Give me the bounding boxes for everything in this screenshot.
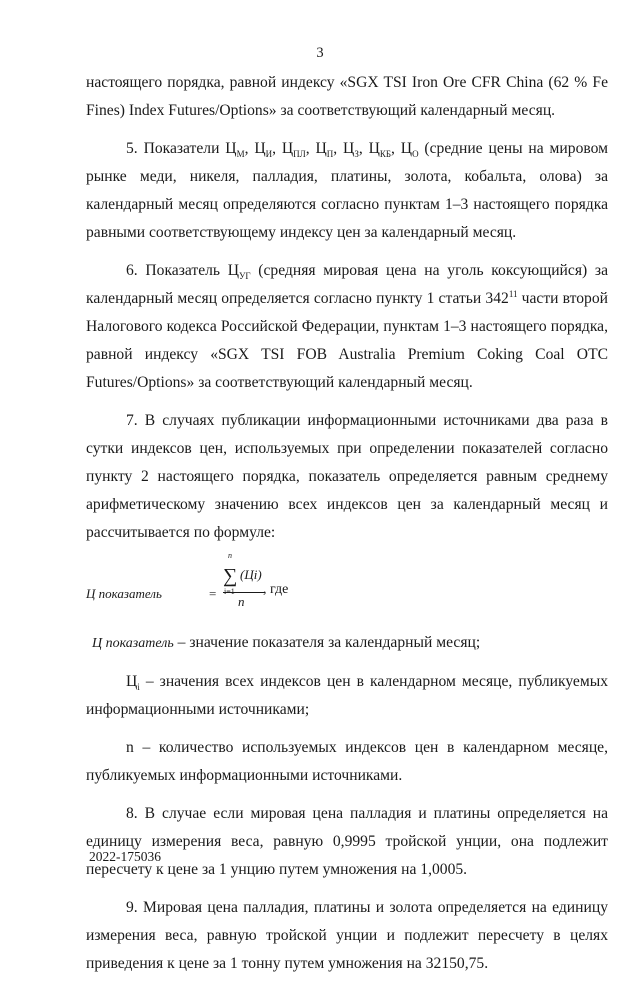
document-code: 2022-175036	[89, 849, 161, 864]
formula	[86, 551, 608, 623]
page-number: 3	[316, 45, 324, 61]
paragraph-5-text: (средние цены на мировом рынке меди, никеля, палладия, платины, золота, кобальта, олова) за календарный месяц определяются согласно пунктам 1–3 настоящего порядка равными соответствующему индексу цен за календарный месяц.	[86, 140, 608, 241]
paragraph-6-text: (средняя мировая цена на уголь коксующийся) за календарный месяц определяется согласно пункту 1 статьи 342	[86, 262, 608, 307]
definition-term: Ц показатель	[92, 636, 174, 651]
index-sub: И	[265, 149, 273, 160]
formula-equals: =	[209, 586, 217, 601]
sigma-icon: ∑	[223, 565, 238, 587]
paragraph-6-tail: части второй Налогового кодекса Российской Федерации, пунктам 1–3 настоящего порядка, равной индексу «SGX TSI FOB Australia Premium Coking Coal OTC Futures/Options» за соответствующий календарный месяц.	[86, 290, 608, 391]
paragraph-9: 9. Мировая цена палладия, платины и золота определяется на единицу измерения веса, равную тройской унции и подлежит пересчету в целях приведения к цене за 1 тонну путем умножения на 32150,75.	[86, 899, 608, 972]
formula-denominator: n	[238, 594, 245, 609]
article-sup: 11	[508, 288, 518, 299]
definition-text: – значение показателя за календарный месяц;	[173, 634, 481, 651]
sum-upper-limit: n	[228, 551, 232, 560]
sum-argument: (Цi)	[240, 567, 262, 582]
definition-index	[86, 668, 608, 724]
paragraph-6	[86, 257, 608, 397]
index-sub: ПЛ	[293, 149, 306, 160]
sum-lower-limit: i=1	[224, 587, 235, 596]
paragraph-5-lead: 5. Показатели Ц	[126, 140, 237, 157]
definition-count: n – количество используемых индексов цен в календарном месяце, публикуемых информационными источниками.	[86, 739, 608, 784]
index-sub: П	[326, 149, 334, 160]
formula-where: , где	[263, 582, 289, 597]
definition-term: Ц	[126, 673, 138, 690]
document-body	[86, 69, 608, 988]
paragraph-continuation: настоящего порядка, равной индексу «SGX TSI Iron Ore CFR China (62 % Fe Fines) Index Futures/Options» за соответствующий календарный месяц.	[86, 74, 608, 119]
paragraph-7: 7. В случаях публикации информационными источниками два раза в сутки индексов цен, используемых при определении показателей согласно пункту 2 настоящего порядка, показатель определяется равным среднему арифметическому значению всех индексов цен за календарный месяц и рассчитывается по формуле:	[86, 412, 608, 541]
formula-lhs: Ц показатель	[86, 586, 162, 601]
paragraph-6-lead: 6. Показатель Ц	[126, 262, 240, 279]
index-sub: О	[412, 149, 419, 160]
paragraph-5: 5. Показатели $Ц_М$, $Ц_И$, $Ц_{ПЛ}$, $Ц_П$, $Ц_З$, $Ц_{КБ}$, $Ц_О$ (средние цены на мировом рынке меди, никеля, палладия, платины, золота, кобальта, олова) за календарный месяц определяются согласно пунктам 1–3 настоящего порядка равными соответствующему индексу цен за календарный месяц.	[86, 140, 608, 241]
index-sub: М	[236, 149, 245, 160]
index-sub: З	[354, 149, 359, 160]
definition-indicator	[86, 629, 608, 658]
index-sub: i	[137, 682, 140, 693]
index-sub: КБ	[379, 149, 392, 160]
index-sub: УГ	[239, 271, 251, 282]
definition-text: – значения всех индексов цен в календарном месяце, публикуемых информационными источниками;	[86, 673, 608, 718]
paragraph-8: 8. В случае если мировая цена палладия и платины определяется на единицу измерения веса, равную 0,9995 тройской унции, она подлежит пересчету к цене за 1 унцию путем умножения на 1,0005.	[86, 805, 608, 878]
